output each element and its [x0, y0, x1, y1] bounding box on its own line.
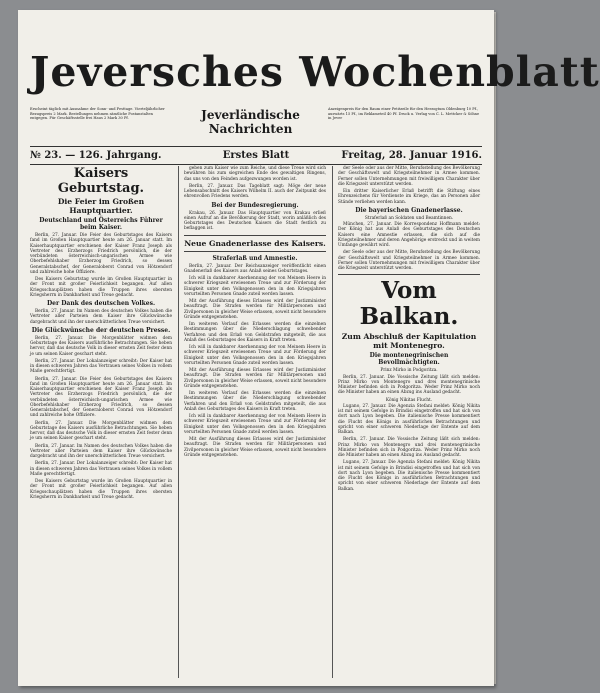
subscription-info: Erscheint täglich mit Ausnahme der Sonn- und Festtage. Vierteljährlicher Bezugspreis 2 Mark. Bestellungen nehmen sämtliche Postanstalten entgegen. Für Geschäftsstelle frei Haus 2 Mark 30 Pf. — [30, 107, 165, 121]
subhead-nikita: König Nikitas Flucht. — [385, 397, 433, 403]
column-2 — [184, 166, 326, 678]
advertising-info: Anzeigenpreis für den Raum einer Petitzeile für den Herzogtum Oldenburg 10 Pf., auswärts 15 Pf., im Reklameteil 40 Pf. Druck u. Verlag von C. L. Mettcker & Söhne in Jever — [328, 107, 480, 121]
paragraph: Im weiteren Verlauf des Erlasses werden die einzelnen Bestimmungen über die Niederschlagung schwebender Verfahren und den Erlaß von Geldstrafen mitgeteilt, die aus Anlaß des Geburtstages des Kaisers in Kraft treten. — [184, 322, 326, 343]
paragraph: der Seele oder aus der Mitte, Berufsstellung des Bevölkerung der Geschäftswelt und Kriegsteilnehmer in Armee kommen. Ferner sollen Unternehmungen mit freiwilligem Charakter über die Kriegszeit unterstützt werden. — [338, 250, 480, 271]
paragraph: Berlin, 27. Januar. Die Morgenblätter widmen dem Geburtstage des Kaisers ausführliche Betrachtungen. Sie heben hervor, daß das deutsche Volk in dieser ernsten Zeit fester denn je um seinen Kaiser geschart steht. — [30, 335, 172, 357]
subhead-montenegro: Zum Abschluß der Kapitulation mit Montenegro. — [341, 332, 477, 351]
divider — [338, 274, 480, 275]
dateline-rule — [30, 164, 482, 165]
divider — [184, 251, 326, 252]
subhead-prinz-mirko: Prinz Mirko in Podgoritza. — [380, 368, 438, 374]
kicker-soldaten: Straferlaß an Soldaten und Beamtinnen. — [364, 215, 454, 221]
paragraph: Des Kaisers Geburtstag wurde im Großen Hauptquartier in der Front mit großer Feierlichkeit begangen. Auf allen Kriegsschauplätzen haben die Truppen ihres obersten Kriegsherrn in Dankbarkeit und Treue gedacht. — [30, 277, 172, 298]
paragraph: Berlin, 27. Januar. Die Vossische Zeitung läßt sich melden: Prinz Mirko von Montenegro und drei montenegrinische Minister befinden sich in Podgoritza. Weder Prinz Mirko noch die Minister haben an einen Abzug ins Ausland gedacht. — [338, 437, 480, 458]
paragraph: Ich will in dankbarer Anerkennung der von Meinem Heere in schwerer Kriegszeit erwiesenen Treue und zur Förderung der Einigkeit unter den Volksgenossen den in den Kriegsjahren verurteilten Personen Gnade zuteil werden lassen. — [184, 414, 326, 435]
paragraph: Berlin, 27. Januar. Im Namen des deutschen Volkes haben die Vertreter aller Parteien dem Kaiser ihre Glückwünsche dargebracht und ihn der unerschütterlichen Treue versichert. — [30, 443, 172, 459]
paragraph: Berlin, 27. Januar. Das Tageblatt sagt: Möge der neue Lebensabschnitt des Kaisers Wilhelm II. auch der Zeitpunkt des ehrenvollen Friedens werden. — [184, 183, 326, 200]
kicker-straferlass: Straferlaß und Amnestie. — [212, 254, 298, 262]
paragraph: Mit der Ausführung dieses Erlasses wird der Justizminister beauftragt. Die Strafen werden für Militärpersonen und Zivilpersonen in gleicher Weise erlassen, soweit nicht besondere Gründe entgegenstehen. — [184, 368, 326, 389]
paragraph: der Seele oder aus der Mitte, Berufsstellung des Bevölkerung der Geschäftswelt und Kriegsteilnehmer in Armee kommen. Ferner sollen Unternehmungen mit freiwilligem Charakter über die Kriegszeit unterstützt werden. — [338, 166, 480, 187]
paragraph: Im weiteren Verlauf des Erlasses werden die einzelnen Bestimmungen über die Niederschlagung schwebender Verfahren und den Erlaß von Geldstrafen mitgeteilt, die aus Anlaß des Geburtstages des Kaisers in Kraft treten. — [184, 391, 326, 412]
paragraph: Berlin, 27. Januar. Der Lokalanzeiger schreibt: Der Kaiser hat in diesen schweren Jahren das Vertrauen seines Volkes in vollem Maße gerechtfertigt. — [30, 358, 172, 375]
paragraph: Berlin, 27. Januar. Die Feier des Geburtstages des Kaisers fand im Großen Hauptquartier heute am 26. Januar statt. Im Kaiserhauptquartier erschienen der Kaiser Franz Joseph als Vertreter des Erzherzogs Friedrich persönlich, die der verbündeten österreichisch-ungarischen Armee wie Oberbefehlshaber Erzherzog Friedrich, so dessen Generalstabschef, der Generaloberst Conrad von Hötzendorf und zahlreiche hohe Offiziere. — [30, 233, 172, 275]
headline-kaisers-geburtstag: Kaisers Geburtstag. — [57, 166, 145, 196]
issue-date: Freitag, 28. Januar 1916. — [341, 150, 482, 161]
paragraph: Berlin, 27. Januar. Die Morgenblätter widmen dem Geburtstage des Kaisers ausführliche Betrachtungen. Sie heben hervor, daß das deutsche Volk in dieser ernsten Zeit fester denn je um seinen Kaiser geschart steht. — [30, 420, 172, 442]
issue-number: № 23. — 126. Jahrgang. — [30, 150, 162, 161]
subhead-bayern: Die bayerischen Gnadenerlasse. — [355, 206, 463, 214]
paragraph: Krakau, 26. Januar. Das Hauptquartier von Krakau erließ einen Aufruf an die Bevölkerung der Stadt, worin anläßlich des Geburtstages des Deutschen Kaisers die Stadt festlich zu beflaggen ist. — [184, 210, 326, 232]
column-1 — [30, 166, 172, 678]
kicker-bevollmaechtigte: Die montenegrinischen Bevollmächtigten. — [369, 352, 449, 367]
newspaper-page — [18, 10, 600, 686]
paragraph: Ein dritter Kaiserlicher Erlaß betrifft die Stiftung eines Ehrenzeichens für Verdienste im Kriege, das an Personen aller Stände verliehen werden kann. — [338, 189, 480, 205]
paragraph: Lugano, 27. Januar. Die Agenzia Stefani meldet: König Nikita ist mit seinem Gefolge in Brindisi eingetroffen und hat sich von dort nach Lyon begeben. Die italienische Presse kommentiert die Flucht des Königs in ausführlichen Betrachtungen und spricht von einer schweren Niederlage der Entente auf dem Balkan. — [338, 403, 480, 435]
subhead-feier: Die Feier im Großen Hauptquartier. — [57, 197, 145, 215]
masthead-subtitle: Jeverländische Nachrichten — [201, 108, 300, 136]
top-rule — [30, 146, 482, 147]
kicker-fuehrer: Deutschland und Österreichs Führer beim Kaiser. — [39, 217, 163, 231]
paragraph: Berlin, 27. Januar. Die Feier des Geburtstages des Kaisers fand im Großen Hauptquartier heute am 26. Januar statt. Im Kaiserhauptquartier erschienen der Kaiser Franz Joseph als Vertreter des Erzherzogs Friedrich persönlich, die der verbündeten österreichisch-ungarischen Armee wie Oberbefehlshaber Erzherzog Friedrich, so dessen Generalstabschef, der Generaloberst Conrad von Hötzendorf und zahlreiche hohe Offiziere. — [30, 376, 172, 419]
column-3 — [338, 166, 480, 678]
column-rule — [178, 166, 179, 678]
subhead-bundesregierung: Bei der Bundesregierung. — [211, 201, 299, 209]
paragraph: Mit der Ausführung dieses Erlasses wird der Justizminister beauftragt. Die Strafen werden für Militärpersonen und Zivilpersonen in gleicher Weise erlassen, soweit nicht besondere Gründe entgegenstehen. — [184, 299, 326, 320]
column-rule — [332, 166, 333, 678]
headline-gnadenerlasse: Neue Gnadenerlasse des Kaisers. — [184, 238, 326, 248]
paragraph: Ich will in dankbarer Anerkennung der von Meinem Heere in schwerer Kriegszeit erwiesenen Treue und zur Förderung der Einigkeit unter den Volksgenossen den in den Kriegsjahren verurteilten Personen Gnade zuteil werden lassen. — [184, 345, 326, 366]
paragraph: Berlin, 27. Januar. Im Namen des deutschen Volkes haben die Vertreter aller Parteien dem Kaiser ihre Glückwünsche dargebracht und ihn der unerschütterlichen Treue versichert. — [30, 309, 172, 325]
dateline — [30, 149, 482, 163]
masthead: Jeversches Wochenblatt — [30, 48, 600, 96]
section-label: Erstes Blatt — [222, 150, 290, 161]
divider — [184, 235, 326, 236]
paragraph: Mit der Ausführung dieses Erlasses wird der Justizminister beauftragt. Die Strafen werden für Militärpersonen und Zivilpersonen in gleicher Weise erlassen, soweit nicht besondere Gründe entgegenstehen. — [184, 437, 326, 458]
paragraph: geben zum Kaiser wie zum Reiche, und diese Treue wird sich bewähren bis zum siegreichen Ende des gewaltigen Ringens, das uns von den Feinden aufgezwungen worden ist. — [184, 166, 326, 182]
paragraph: Berlin, 27. Januar. Der Lokalanzeiger schreibt: Der Kaiser hat in diesen schweren Jahren das Vertrauen seines Volkes in vollem Maße gerechtfertigt. — [30, 461, 172, 477]
paragraph: Des Kaisers Geburtstag wurde im Großen Hauptquartier in der Front mit großer Feierlichkeit begangen. Auf allen Kriegsschauplätzen haben die Truppen ihres obersten Kriegsherrn in Dankbarkeit und Treue gedacht. — [30, 479, 172, 500]
paragraph: Ich will in dankbarer Anerkennung der von Meinem Heere in schwerer Kriegszeit erwiesenen Treue und zur Förderung der Einigkeit unter den Volksgenossen den in den Kriegsjahren verurteilten Personen Gnade zuteil werden lassen. — [184, 276, 326, 297]
paragraph: Berlin, 27. Januar. Die Vossische Zeitung läßt sich melden: Prinz Mirko von Montenegro und drei montenegrinische Minister befinden sich in Podgoritza. Weder Prinz Mirko noch die Minister haben an einen Abzug ins Ausland gedacht. — [338, 374, 480, 396]
subhead-presse: Die Glückwünsche der deutschen Presse. — [31, 326, 171, 334]
paragraph: Lugano, 27. Januar. Die Agenzia Stefani meldet: König Nikita ist mit seinem Gefolge in Brindisi eingetroffen und hat sich von dort nach Lyon begeben. Die italienische Presse kommentiert die Flucht des Königs in ausführlichen Betrachtungen und spricht von einer schweren Niederlage der Entente auf dem Balkan. — [338, 460, 480, 492]
subhead-dank: Der Dank des deutschen Volkes. — [46, 300, 156, 307]
paragraph: Berlin, 27. Januar. Der Reichsanzeiger veröffentlicht einen Gnadenerlaß des Kaisers aus Anlaß seines Geburtstages. — [184, 263, 326, 274]
paragraph: München, 27. Januar. Die Korrespondenz Hoffmann meldet: Der König hat aus Anlaß des Geburtstages des Deutschen Kaisers eine Amnestie erlassen, die sich auf die Kriegsteilnehmer und deren Angehörige erstreckt und in weitem Umfange gewährt wird. — [338, 222, 480, 248]
headline-vom-balkan: Vom Balkan. — [359, 277, 459, 331]
